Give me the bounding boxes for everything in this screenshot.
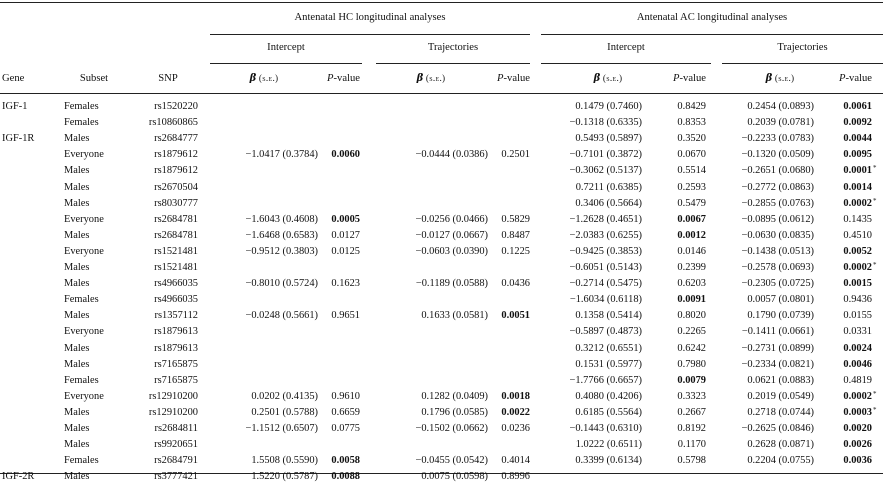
hc-intercept-p-cell: 0.0127	[331, 229, 360, 241]
ac-intercept-header: Intercept	[607, 42, 645, 53]
table-row	[0, 147, 883, 163]
ac-group-rule	[541, 34, 883, 35]
ac-trajectory-beta-cell: 0.0621 (0.0883)	[747, 374, 814, 386]
ac-trajectory-p-cell: 0.0331	[843, 326, 872, 338]
ac-trajectory-p-cell: 0.0092	[843, 117, 872, 129]
ac-trajectory-beta-cell: 0.1790 (0.0739)	[747, 310, 814, 322]
table-row	[0, 131, 883, 147]
ac-trajectory-p-cell: 0.0155	[843, 310, 872, 322]
ac-intercept-beta-cell: 0.6185 (0.5564)	[575, 406, 642, 418]
hc-trajectory-p-cell: 0.0018	[501, 390, 530, 402]
table-row: Males rs1879612 −0.3062 (0.5137) 0.5514 −0.2651 (0.0680) 0.0001 *	[0, 163, 883, 179]
ac-intercept-beta-cell: −0.1318 (0.6335)	[569, 117, 642, 129]
ac-intercept-beta-cell: −0.5897 (0.4873)	[569, 326, 642, 338]
snp-cell: rs4966035	[154, 294, 198, 306]
hc-group-header: Antenatal HC longitudinal analyses	[294, 12, 446, 23]
ac-trajectory-p-cell: 0.0061	[843, 101, 872, 112]
ac-trajectory-p-cell: 0.0002	[843, 390, 872, 402]
ac-intercept-beta-cell: 0.1531 (0.5977)	[575, 358, 642, 370]
ac-intercept-beta-cell: 0.5493 (0.5897)	[575, 133, 642, 145]
ac-intercept-beta-cell: −1.2628 (0.4651)	[569, 213, 642, 225]
ac-intercept-p-cell: 0.0091	[677, 294, 706, 306]
snp-cell: rs8030777	[154, 197, 198, 209]
subset-cell: Males	[64, 342, 90, 354]
snp-cell: rs9920651	[154, 439, 198, 451]
ac-trajectory-beta-cell: −0.2625 (0.0846)	[741, 423, 814, 434]
table-row	[0, 373, 883, 389]
table-row	[0, 421, 883, 437]
hc-intercept-p-cell: 0.9651	[331, 310, 360, 322]
hc-intercept-beta-cell: −1.6043 (0.4608)	[245, 213, 318, 225]
ac-intercept-p-cell: 0.8353	[677, 117, 706, 129]
table-row: Males rs12910200 0.2501 (0.5788) 0.6659 0.1796 (0.0585) 0.0022 0.6185 (0.5564) 0.2667 0.2718 (0.0744) 0.0003 *	[0, 405, 883, 421]
ac-trajectory-p-cell: 0.9436	[843, 294, 872, 306]
ac-trajectory-beta-cell: −0.1411 (0.0661)	[741, 326, 814, 338]
table-row	[0, 292, 883, 308]
ac-intercept-p-cell: 0.0146	[677, 245, 706, 257]
ac-intercept-beta-cell: 0.1358 (0.5414)	[575, 310, 642, 322]
gene-cell: IGF-1	[2, 101, 28, 112]
hc-trajectory-p-cell: 0.0022	[501, 406, 530, 418]
top-rule	[0, 2, 883, 3]
hc-int-p-header: P-value	[327, 73, 360, 84]
ac-trajectories-header: Trajectories	[777, 42, 828, 53]
subset-cell: Males	[64, 229, 90, 241]
subset-cell: Everyone	[64, 213, 104, 225]
ac-intercept-p-cell: 0.5514	[677, 165, 706, 177]
hc-trajectory-beta-cell: −0.0603 (0.0390)	[415, 245, 488, 257]
subset-cell: Everyone	[64, 326, 104, 338]
ac-intercept-p-cell: 0.2265	[677, 326, 706, 338]
hc-trajectory-p-cell: 0.8996	[501, 471, 530, 483]
subset-cell: Males	[64, 197, 90, 209]
ac-intercept-p-cell: 0.2399	[677, 262, 706, 273]
ac-intercept-beta-cell: 0.4080 (0.4206)	[575, 390, 642, 402]
ac-intercept-p-cell: 0.2593	[677, 181, 706, 193]
ac-intercept-p-cell: 0.2667	[677, 406, 706, 418]
ac-trajectory-p-cell: 0.1435	[843, 213, 872, 225]
hc-intercept-p-cell: 0.9610	[331, 390, 360, 402]
subset-cell: Females	[64, 455, 99, 467]
ac-intercept-p-cell: 0.8020	[677, 310, 706, 322]
hc-intercept-p-cell: 0.0005	[331, 213, 360, 225]
ac-tr-p-header: P-value	[839, 73, 872, 84]
snp-cell: rs2684811	[154, 423, 198, 434]
ac-trajectory-beta-cell: −0.2855 (0.0763)	[741, 197, 814, 209]
ac-intercept-beta-cell: 0.3399 (0.6134)	[575, 455, 642, 467]
snp-cell: rs2684781	[154, 213, 198, 225]
snp-cell: rs4966035	[154, 278, 198, 290]
hc-intercept-p-cell: 0.0058	[331, 455, 360, 467]
ac-trajectory-p-cell: 0.0036	[843, 455, 872, 467]
snp-cell: rs12910200	[148, 390, 198, 402]
hc-trajectory-beta-cell: 0.0075 (0.0598)	[421, 471, 488, 483]
ac-int-beta-header	[558, 72, 658, 85]
subset-cell: Females	[64, 294, 99, 306]
col-snp-header: SNP	[158, 73, 178, 84]
ac-intercept-p-cell: 0.6242	[677, 342, 706, 354]
ac-intercept-p-cell: 0.1170	[677, 439, 706, 451]
ac-trajectory-beta-cell: −0.2305 (0.0725)	[741, 278, 814, 290]
snp-cell: rs2684781	[154, 229, 198, 241]
subset-cell: Males	[64, 423, 90, 434]
table-row: Males rs8030777 0.3406 (0.5664) 0.5479 −0.2855 (0.0763) 0.0002 *	[0, 196, 883, 212]
ac-intercept-beta-cell: −0.2714 (0.5475)	[569, 278, 642, 290]
beta-symbol: β	[765, 73, 773, 84]
subset-cell: Males	[64, 358, 90, 370]
hc-trajectory-beta-cell: 0.1282 (0.0409)	[421, 390, 488, 402]
hc-intercept-beta-cell: −0.0248 (0.5661)	[245, 310, 318, 322]
ac-intercept-beta-cell: −0.7101 (0.3872)	[569, 149, 642, 161]
ac-group-header: Antenatal AC longitudinal analyses	[636, 12, 788, 23]
gene-cell: IGF-2R	[2, 471, 35, 483]
table-row	[0, 99, 883, 115]
table-row: Males rs1521481 −0.6051 (0.5143) 0.2399 −0.2578 (0.0693) 0.0002 *	[0, 260, 883, 276]
ac-trajectory-p-cell: 0.0026	[843, 439, 872, 451]
ac-trajectory-beta-cell: 0.2039 (0.0781)	[747, 117, 814, 129]
ac-intercept-p-cell: 0.0670	[677, 149, 706, 161]
hc-intercept-beta-cell: 0.0202 (0.4135)	[251, 390, 318, 402]
snp-cell: rs1879612	[154, 165, 198, 177]
ac-trajectory-beta-cell: −0.2731 (0.0899)	[741, 342, 814, 354]
ac-intercept-beta-cell: 0.3212 (0.6551)	[575, 342, 642, 354]
hc-trajectory-p-cell: 0.4014	[501, 455, 530, 467]
subset-cell: Males	[64, 439, 90, 451]
table-row	[0, 308, 883, 324]
hc-trajectories-header: Trajectories	[427, 42, 479, 53]
snp-cell: rs1521481	[154, 245, 198, 257]
hc-intercept-beta-cell: −1.6468 (0.6583)	[245, 229, 318, 241]
subset-cell: Males	[64, 262, 90, 273]
snp-cell: rs2684791	[154, 455, 198, 467]
hc-group-rule	[210, 34, 530, 35]
hc-intercept-beta-cell: 1.5508 (0.5590)	[251, 455, 318, 467]
hc-intercept-beta-cell: −0.8010 (0.5724)	[245, 278, 318, 290]
ac-trajectory-p-cell: 0.0046	[843, 358, 872, 370]
table-row	[0, 244, 883, 260]
ac-trajectory-p-cell: 0.0020	[843, 423, 872, 434]
subset-cell: Females	[64, 374, 99, 386]
ac-intercept-p-cell: 0.0012	[677, 229, 706, 241]
hc-intercept-p-cell: 0.0088	[331, 471, 360, 483]
col-subset-header: Subset	[79, 73, 109, 84]
ac-trajectory-beta-cell: −0.0895 (0.0612)	[741, 213, 814, 225]
se-label: (s.e.)	[258, 73, 279, 83]
ac-trajectory-p-cell: 0.0002	[843, 262, 872, 273]
ac-int-p-header: P-value	[673, 73, 706, 84]
ac-trajectory-p-cell: 0.0003	[843, 406, 872, 418]
table-row	[0, 228, 883, 244]
hc-trajectory-p-cell: 0.2501	[501, 149, 530, 161]
ac-intercept-p-cell: 0.7980	[677, 358, 706, 370]
ac-intercept-beta-cell: 0.1479 (0.7460)	[575, 101, 642, 112]
subset-cell: Everyone	[64, 390, 104, 402]
subset-cell: Females	[64, 101, 99, 112]
snp-cell: rs2684777	[154, 133, 198, 145]
ac-trajectory-beta-cell: −0.2233 (0.0783)	[741, 133, 814, 145]
ac-trajectory-p-cell: 0.0044	[843, 133, 872, 145]
subset-cell: Males	[64, 278, 90, 290]
ac-trajectory-p-cell: 0.0001	[843, 165, 872, 177]
ac-trajectory-beta-cell: −0.1438 (0.0513)	[741, 245, 814, 257]
ac-trajectory-p-cell: 0.0052	[843, 245, 872, 257]
table-row	[0, 437, 883, 453]
subset-cell: Males	[64, 133, 90, 145]
hc-trajectory-beta-cell: 0.1796 (0.0585)	[421, 406, 488, 418]
hc-intercept-beta-cell: 1.5220 (0.5787)	[251, 471, 318, 483]
hc-intercept-beta-cell: 0.2501 (0.5788)	[251, 406, 318, 418]
ac-intercept-p-cell: 0.8429	[677, 101, 706, 112]
hc-intercept-p-cell: 0.6659	[331, 406, 360, 418]
ac-intercept-beta-cell: 0.3406 (0.5664)	[575, 197, 642, 209]
ac-intercept-beta-cell: 1.0222 (0.6511)	[575, 439, 642, 451]
ac-intercept-p-cell: 0.3520	[677, 133, 706, 145]
subset-cell: Everyone	[64, 149, 104, 161]
ac-trajectory-p-cell: 0.0095	[843, 149, 872, 161]
ac-trajectory-beta-cell: −0.2334 (0.0821)	[741, 358, 814, 370]
snp-cell: rs1879613	[154, 326, 198, 338]
hc-intercept-header: Intercept	[267, 42, 305, 53]
subset-cell: Males	[64, 310, 90, 322]
ac-trajectory-beta-cell: 0.2454 (0.0893)	[747, 101, 814, 112]
beta-symbol: β	[416, 73, 424, 84]
hc-trajectory-p-cell: 0.8487	[501, 229, 530, 241]
ac-intercept-beta-cell: 0.7211 (0.6385)	[575, 181, 642, 193]
ac-intercept-beta-cell: −0.9425 (0.3853)	[569, 245, 642, 257]
snp-cell: rs12910200	[148, 406, 198, 418]
hc-intercept-p-cell: 0.0060	[331, 149, 360, 161]
header-bottom-rule	[0, 93, 883, 94]
ac-trajectory-p-cell: 0.0024	[843, 342, 872, 354]
gene-cell: IGF-1R	[2, 133, 35, 145]
hc-tr-p-header: P-value	[497, 73, 530, 84]
subset-cell: Males	[64, 181, 90, 193]
hc-trajectory-beta-cell: −0.0127 (0.0667)	[415, 229, 488, 241]
ac-trajectory-beta-cell: 0.2204 (0.0755)	[747, 455, 814, 467]
ac-intercept-beta-cell: −2.0383 (0.6255)	[569, 229, 642, 241]
hc-intercept-beta-cell: −0.9512 (0.3803)	[245, 245, 318, 257]
ac-trajectory-p-cell: 0.4510	[843, 229, 872, 241]
table-row	[0, 341, 883, 357]
ac-trajectory-beta-cell: −0.1320 (0.0509)	[741, 149, 814, 161]
ac-intercept-p-cell: 0.0079	[677, 374, 706, 386]
hc-trajectory-beta-cell: −0.0455 (0.0542)	[415, 455, 488, 467]
beta-symbol: β	[593, 73, 601, 84]
hc-int-beta-header	[214, 72, 314, 85]
beta-symbol: β	[249, 73, 257, 84]
hc-intercept-p-cell: 0.0775	[331, 423, 360, 434]
ac-intercept-p-cell: 0.0067	[677, 213, 706, 225]
hc-intercept-p-cell: 0.1623	[331, 278, 360, 290]
snp-cell: rs1879613	[154, 342, 198, 354]
ac-intercept-p-cell: 0.5479	[677, 197, 706, 209]
hc-trajectory-beta-cell: 0.1633 (0.0581)	[421, 310, 488, 322]
ac-intercept-rule	[541, 63, 711, 64]
ac-intercept-p-cell: 0.6203	[677, 278, 706, 290]
hc-trajectory-p-cell: 0.0436	[501, 278, 530, 290]
snp-cell: rs7165875	[154, 374, 198, 386]
hc-trajectory-p-cell: 0.0051	[501, 310, 530, 322]
snp-cell: rs1520220	[154, 101, 198, 112]
se-label: (s.e.)	[602, 73, 623, 83]
hc-trajectory-p-cell: 0.5829	[501, 213, 530, 225]
table-row	[0, 276, 883, 292]
hc-trajectory-beta-cell: −0.1189 (0.0588)	[415, 278, 488, 290]
hc-trajectories-rule	[376, 63, 530, 64]
ac-intercept-beta-cell: −0.6051 (0.5143)	[569, 262, 642, 273]
snp-cell: rs2670504	[154, 181, 198, 193]
subset-cell: Males	[64, 165, 90, 177]
table-row	[0, 469, 883, 485]
hc-trajectory-beta-cell: −0.1502 (0.0662)	[415, 423, 488, 434]
ac-trajectory-beta-cell: 0.0057 (0.0801)	[747, 294, 814, 306]
table-row: Everyone rs12910200 0.0202 (0.4135) 0.9610 0.1282 (0.0409) 0.0018 0.4080 (0.4206) 0.3323 0.2019 (0.0549) 0.0002 *	[0, 389, 883, 405]
table-row	[0, 357, 883, 373]
subset-cell: Females	[64, 117, 99, 129]
ac-intercept-beta-cell: −1.7766 (0.6657)	[569, 374, 642, 386]
table-row	[0, 180, 883, 196]
hc-intercept-beta-cell: −1.1512 (0.6507)	[245, 423, 318, 434]
hc-intercept-rule	[210, 63, 362, 64]
col-gene-header: Gene	[2, 73, 25, 84]
table-row	[0, 212, 883, 228]
snp-cell: rs1521481	[154, 262, 198, 273]
ac-trajectory-beta-cell: 0.2718 (0.0744)	[747, 406, 814, 418]
ac-intercept-beta-cell: −0.1443 (0.6310)	[569, 423, 642, 434]
subset-cell: Males	[64, 406, 90, 418]
hc-trajectory-beta-cell: −0.0256 (0.0466)	[415, 213, 488, 225]
ac-trajectory-p-cell: 0.0015	[843, 278, 872, 290]
ac-intercept-p-cell: 0.3323	[677, 390, 706, 402]
table-row	[0, 115, 883, 131]
snp-cell: rs3777421	[154, 471, 198, 483]
subset-cell: Males	[64, 471, 90, 483]
se-label: (s.e.)	[774, 73, 795, 83]
hc-trajectory-p-cell: 0.1225	[501, 245, 530, 257]
snp-cell: rs1357112	[154, 310, 198, 322]
ac-intercept-p-cell: 0.8192	[677, 423, 706, 434]
table-row	[0, 324, 883, 340]
ac-trajectory-p-cell: 0.0014	[843, 181, 872, 193]
ac-trajectory-beta-cell: 0.2019 (0.0549)	[747, 390, 814, 402]
snp-cell: rs7165875	[154, 358, 198, 370]
ac-trajectory-beta-cell: −0.2651 (0.0680)	[741, 165, 814, 177]
ac-trajectory-p-cell: 0.4819	[843, 374, 872, 386]
ac-trajectory-beta-cell: −0.2578 (0.0693)	[741, 262, 814, 273]
ac-trajectory-beta-cell: −0.2772 (0.0863)	[741, 181, 814, 193]
subset-cell: Everyone	[64, 245, 104, 257]
ac-trajectory-p-cell: 0.0002	[843, 197, 872, 209]
ac-trajectories-rule	[722, 63, 883, 64]
snp-cell: rs1879612	[154, 149, 198, 161]
snp-cell: rs10860865	[148, 117, 198, 129]
hc-intercept-p-cell: 0.0125	[331, 245, 360, 257]
ac-trajectory-beta-cell: 0.2628 (0.0871)	[747, 439, 814, 451]
hc-trajectory-p-cell: 0.0236	[501, 423, 530, 434]
ac-trajectory-beta-cell: −0.0630 (0.0835)	[741, 229, 814, 241]
hc-intercept-beta-cell: −1.0417 (0.3784)	[245, 149, 318, 161]
ac-intercept-beta-cell: −0.3062 (0.5137)	[569, 165, 642, 177]
se-label: (s.e.)	[425, 73, 446, 83]
ac-intercept-beta-cell: −1.6034 (0.6118)	[569, 294, 642, 306]
hc-trajectory-beta-cell: −0.0444 (0.0386)	[415, 149, 488, 161]
table-row	[0, 453, 883, 469]
ac-intercept-p-cell: 0.5798	[677, 455, 706, 467]
